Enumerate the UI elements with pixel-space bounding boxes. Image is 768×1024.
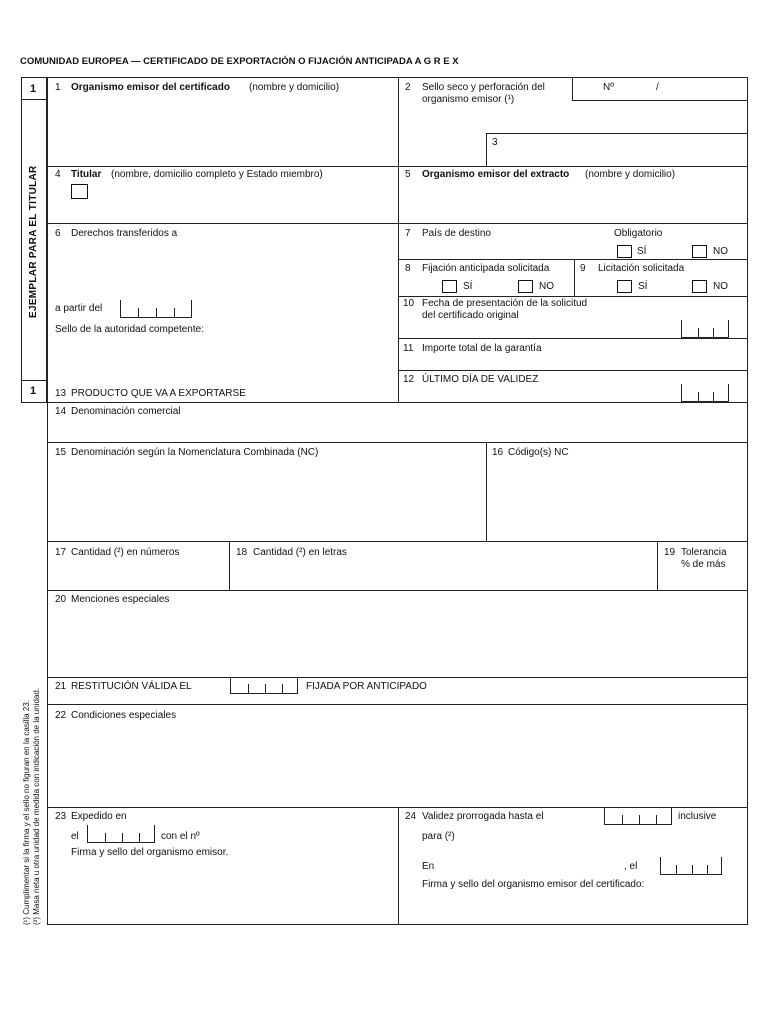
row-line-370 bbox=[398, 370, 748, 371]
box12-number: 12 bbox=[403, 374, 415, 385]
box7-yes-label: SÍ bbox=[637, 246, 647, 257]
box24-label: Validez prorrogada hasta el bbox=[422, 811, 544, 822]
box15-label: Denominación según la Nomenclatura Combinada (NC) bbox=[71, 447, 319, 458]
footnote-1: (¹) Cumplimentar si la firma y el sello no figuran en la casilla 23. bbox=[22, 700, 31, 925]
box24-inclusive-label: inclusive bbox=[678, 811, 717, 822]
box17-label: Cantidad (²) en números bbox=[71, 547, 180, 558]
box9-number: 9 bbox=[580, 263, 586, 274]
col-divider-bottom bbox=[398, 807, 399, 925]
b12-left-line bbox=[398, 370, 399, 402]
box12-date-field[interactable] bbox=[681, 384, 729, 402]
box5-label: Organismo emisor del extracto bbox=[422, 169, 570, 180]
row-line-402 bbox=[47, 402, 748, 403]
box13-label: PRODUCTO QUE VA A EXPORTARSE bbox=[71, 388, 246, 399]
box2-label-line1: Sello seco y perforación del bbox=[422, 82, 545, 93]
box18-number: 18 bbox=[236, 547, 248, 558]
box7-no-checkbox[interactable] bbox=[692, 245, 707, 258]
b3-top-line bbox=[486, 133, 748, 134]
box7-mandatory-label: Obligatorio bbox=[614, 228, 663, 239]
box23-number: 23 bbox=[55, 811, 67, 822]
box6-number: 6 bbox=[55, 228, 61, 239]
box9-no-label: NO bbox=[713, 281, 728, 292]
box10-label-line2: del certificado original bbox=[422, 310, 519, 321]
box14-number: 14 bbox=[55, 406, 67, 417]
box16-label: Código(s) NC bbox=[508, 447, 569, 458]
box4-number: 4 bbox=[55, 169, 61, 180]
box8-number: 8 bbox=[405, 263, 411, 274]
copy-number-top: 1 bbox=[30, 83, 37, 95]
box9-no-checkbox[interactable] bbox=[692, 280, 707, 293]
box23-con-label: con el nº bbox=[161, 831, 200, 842]
box6-seal-label: Sello de la autoridad competente: bbox=[55, 324, 204, 335]
box3-number: 3 bbox=[492, 137, 498, 148]
box19-number: 19 bbox=[664, 547, 676, 558]
copy-label: EJEMPLAR PARA EL TITULAR bbox=[28, 165, 39, 318]
box19-label-line2: % de más bbox=[681, 559, 726, 570]
box6-label: Derechos transferidos a bbox=[71, 228, 178, 239]
box23-date-field[interactable] bbox=[87, 825, 155, 843]
box22-number: 22 bbox=[55, 710, 67, 721]
certificate-no-slash: / bbox=[656, 82, 659, 93]
strip-divider-top bbox=[21, 99, 47, 100]
box8-no-label: NO bbox=[539, 281, 554, 292]
box2-label-line2: organismo emisor (¹) bbox=[422, 94, 515, 105]
b18-b19-divider bbox=[657, 541, 658, 590]
box4-hint: (nombre, domicilio completo y Estado miembro) bbox=[111, 169, 323, 180]
page-title: COMUNIDAD EUROPEA — CERTIFICADO DE EXPORTACIÓN O FIJACIÓN ANTICIPADA A G R E X bbox=[20, 56, 459, 67]
box13-number: 13 bbox=[55, 388, 67, 399]
b8-b9-divider bbox=[574, 259, 575, 296]
box7-label: País de destino bbox=[422, 228, 491, 239]
box24-sign-label: Firma y sello del organismo emisor del certificado: bbox=[422, 879, 645, 890]
row-line-704 bbox=[47, 704, 748, 705]
box8-yes-label: SÍ bbox=[463, 281, 473, 292]
row-line-259 bbox=[398, 259, 748, 260]
col-divider-top bbox=[398, 77, 399, 402]
box10-date-field[interactable] bbox=[681, 320, 729, 338]
box20-number: 20 bbox=[55, 594, 67, 605]
box12-label: ÚLTIMO DÍA DE VALIDEZ bbox=[422, 374, 539, 385]
b3-left-line bbox=[486, 133, 487, 166]
box6-from-label: a partir del bbox=[55, 303, 103, 314]
box6-date-field[interactable] bbox=[120, 300, 192, 318]
box24-number: 24 bbox=[405, 811, 417, 822]
box23-el-label: el bbox=[71, 831, 79, 842]
certificate-no-label: Nº bbox=[603, 82, 614, 93]
box7-no-label: NO bbox=[713, 246, 728, 257]
box20-label: Menciones especiales bbox=[71, 594, 170, 605]
row-line-677 bbox=[47, 677, 748, 678]
row-line-541 bbox=[47, 541, 748, 542]
box1-label: Organismo emisor del certificado bbox=[71, 82, 230, 93]
box24-para-label: para (²) bbox=[422, 831, 455, 842]
box9-yes-checkbox[interactable] bbox=[617, 280, 632, 293]
box24-date-field-2[interactable] bbox=[660, 857, 722, 875]
box21-number: 21 bbox=[55, 681, 67, 692]
box23-sign-label: Firma y sello del organismo emisor. bbox=[71, 847, 229, 858]
box23-label: Expedido en bbox=[71, 811, 127, 822]
b17-b18-divider bbox=[229, 541, 230, 590]
box24-en-label: En bbox=[422, 861, 435, 872]
box24-date-field[interactable] bbox=[604, 807, 672, 825]
box9-label: Licitación solicitada bbox=[598, 263, 685, 274]
box7-number: 7 bbox=[405, 228, 411, 239]
box22-label: Condiciones especiales bbox=[71, 710, 177, 721]
row-line-590 bbox=[47, 590, 748, 591]
box18-label: Cantidad (²) en letras bbox=[253, 547, 347, 558]
box8-yes-checkbox[interactable] bbox=[442, 280, 457, 293]
row-line-442 bbox=[47, 442, 748, 443]
box21-suffix: FIJADA POR ANTICIPADO bbox=[306, 681, 427, 692]
copy-number-bottom: 1 bbox=[30, 385, 37, 397]
box8-no-checkbox[interactable] bbox=[518, 280, 533, 293]
box14-label: Denominación comercial bbox=[71, 406, 181, 417]
box21-date-field[interactable] bbox=[230, 677, 298, 694]
box17-number: 17 bbox=[55, 547, 67, 558]
row-line-166 bbox=[47, 166, 748, 167]
box16-number: 16 bbox=[492, 447, 504, 458]
box19-label-line1: Tolerancia bbox=[681, 547, 727, 558]
box1-hint: (nombre y domicilio) bbox=[249, 82, 340, 93]
box10-label-line1: Fecha de presentación de la solicitud bbox=[422, 298, 588, 309]
strip-divider-bottom bbox=[21, 380, 47, 381]
b2-no-underline bbox=[572, 100, 748, 101]
box7-yes-checkbox[interactable] bbox=[617, 245, 632, 258]
titular-checkbox[interactable] bbox=[71, 184, 88, 199]
box8-label: Fijación anticipada solicitada bbox=[422, 263, 550, 274]
footnote-2: (²) Masa neta u otra unidad de medida con indicación de la unidad. bbox=[32, 687, 41, 925]
row-line-296 bbox=[398, 296, 748, 297]
box2-number: 2 bbox=[405, 82, 411, 93]
box15-number: 15 bbox=[55, 447, 67, 458]
box10-number: 10 bbox=[403, 298, 415, 309]
b15-b16-divider bbox=[486, 442, 487, 541]
box5-hint: (nombre y domicilio) bbox=[585, 169, 676, 180]
b2-no-divider bbox=[572, 77, 573, 101]
row-line-223 bbox=[47, 223, 748, 224]
box1-number: 1 bbox=[55, 82, 61, 93]
box4-label: Titular bbox=[71, 169, 102, 180]
row-line-338 bbox=[398, 338, 748, 339]
box21-label: RESTITUCIÓN VÁLIDA EL bbox=[71, 681, 192, 692]
box11-label: Importe total de la garantía bbox=[422, 343, 542, 354]
box5-number: 5 bbox=[405, 169, 411, 180]
box11-number: 11 bbox=[403, 343, 414, 354]
box9-yes-label: SÍ bbox=[638, 281, 648, 292]
box24-el-label: , el bbox=[624, 861, 638, 872]
